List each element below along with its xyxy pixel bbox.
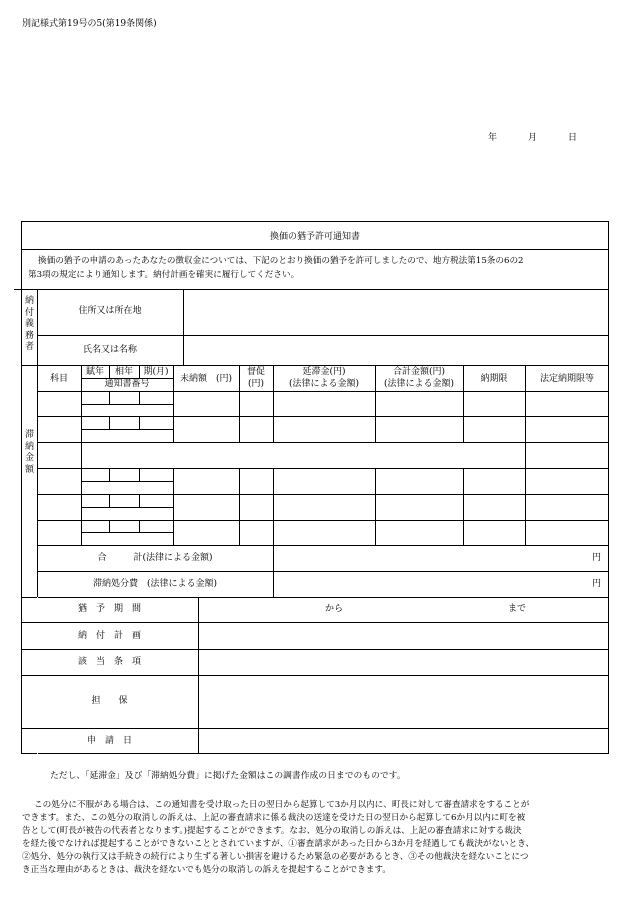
application-date-label: 申 請 日: [86, 736, 132, 746]
col-total-1: 合計金額(円): [392, 367, 446, 377]
disposal-unit: 円: [592, 579, 602, 589]
appeal-line-3: 告として(町長が被告の代表者となります。)提起することができます。なお、処分の取消しの訴えは、上記の審査請求に対する裁決: [22, 826, 522, 836]
col-deadline: 納期限: [480, 374, 508, 384]
period-from: から: [325, 604, 344, 614]
date-year: 年: [488, 133, 498, 143]
col-period: 期(月): [143, 367, 169, 377]
form-label: 別記様式第19号の5(第19条関係): [22, 19, 157, 29]
notice-intro-line1: 換価の猶予の申請のあったあなたの徴収金については、下記のとおり換価の猶予を許可しましたので、地方税法第15条の6の2: [38, 256, 524, 266]
date-day: 日: [568, 133, 578, 143]
disposal-label: 滞納処分費 (法律による金額): [92, 579, 218, 589]
arrears-label: 滞納金額: [24, 430, 34, 475]
col-year1: 賦年: [85, 367, 104, 377]
taxpayer-label: 納付義務者: [24, 296, 34, 352]
address-label: 住所又は所在地: [78, 306, 142, 316]
col-reminder-1: 督促: [246, 367, 265, 377]
footer-note: ただし、「延滞金」及び「滞納処分費」に掲げた金額はこの調書作成の日までのものです。: [50, 771, 406, 781]
appeal-line-5: ②処分、処分の執行又は手続きの続行により生ずる著しい損害を避けるため緊急の必要があるとき、③その他裁決を経ないことにつ: [22, 852, 529, 862]
col-unpaid: 未納額 (円): [179, 374, 233, 384]
col-notice-no: 通知書番号: [104, 379, 150, 389]
period-to: まで: [508, 604, 527, 614]
notice-title: 換価の猶予許可通知書: [269, 232, 360, 242]
date-month: 月: [528, 133, 538, 143]
total-label: 合 計(法律による金額): [97, 553, 213, 563]
article-label: 該 当 条 項: [77, 657, 141, 667]
col-year2: 相年: [114, 367, 133, 377]
appeal-line-1: この処分に不服がある場合は、この通知書を受け取った日の翌日から起算して3か月以内に、町長に対して審査請求をすることが: [34, 800, 530, 810]
appeal-line-2: できます。また、この処分の取消しの訴えは、上記の審査請求に係る裁決の送達を受けた日の翌日から起算して6か月以内に町を被: [22, 813, 526, 823]
appeal-line-4: を経た後でなければ提起することができないこととされていますが、①審査請求があった日から3か月を経過しても裁決がないとき、: [22, 839, 535, 849]
total-unit: 円: [592, 553, 602, 563]
name-label: 氏名又は名称: [82, 345, 137, 355]
col-legal-deadline: 法定納期限等: [539, 374, 594, 384]
col-late-2: (法律による金額): [288, 379, 360, 389]
plan-label: 納 付 計 画: [77, 631, 141, 641]
col-reminder-2: (円): [247, 379, 265, 389]
col-total-2: (法律による金額): [383, 379, 455, 389]
appeal-line-6: き正当な理由があるときは、裁決を経ないでも処分の取消しの訴えを提起することができます。: [22, 865, 391, 875]
col-late-1: 延滞金(円): [302, 367, 346, 377]
period-label: 猶 予 期 間: [77, 604, 141, 614]
notice-intro-line2: 第3項の規定により通知します。納付計画を確実に履行してください。: [28, 270, 300, 280]
col-item: 科目: [49, 374, 68, 384]
appeal-text: [22, 799, 612, 877]
security-label: 担 保: [91, 696, 128, 706]
